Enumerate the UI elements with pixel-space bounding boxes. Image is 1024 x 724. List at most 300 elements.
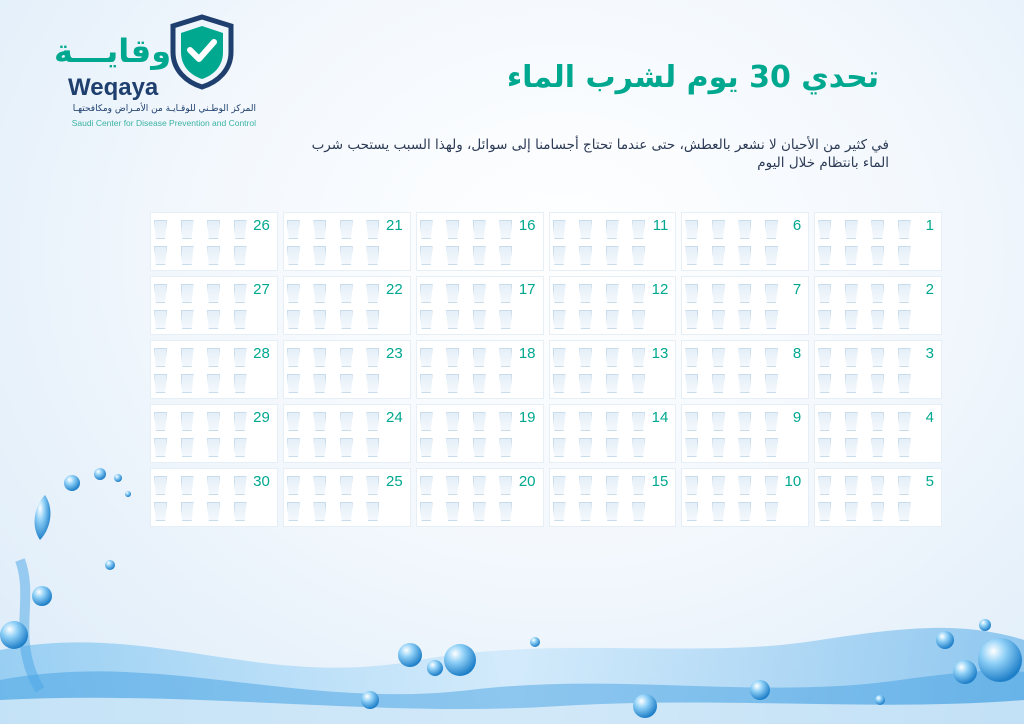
- water-cup-icon[interactable]: [234, 374, 247, 393]
- water-cup-icon[interactable]: [287, 374, 300, 393]
- water-cup-icon[interactable]: [340, 438, 353, 457]
- water-cup-icon[interactable]: [234, 310, 247, 329]
- water-cup-icon[interactable]: [632, 476, 645, 495]
- water-cup-icon[interactable]: [818, 220, 831, 239]
- water-cup-icon[interactable]: [420, 502, 433, 521]
- water-cup-icon[interactable]: [420, 284, 433, 303]
- water-cup-icon[interactable]: [845, 246, 858, 265]
- water-cup-icon[interactable]: [632, 438, 645, 457]
- day-number: 14: [651, 409, 669, 426]
- water-cup-icon[interactable]: [473, 502, 486, 521]
- water-cup-icon[interactable]: [845, 284, 858, 303]
- cups-group: [553, 348, 651, 394]
- water-cup-icon[interactable]: [340, 412, 353, 431]
- water-cup-icon[interactable]: [845, 476, 858, 495]
- water-cup-icon[interactable]: [685, 374, 698, 393]
- water-cup-icon[interactable]: [818, 348, 831, 367]
- water-cup-icon[interactable]: [287, 476, 300, 495]
- day-cell[interactable]: [150, 212, 278, 271]
- water-cup-icon[interactable]: [287, 284, 300, 303]
- water-cup-icon[interactable]: [340, 284, 353, 303]
- water-cup-icon[interactable]: [712, 220, 725, 239]
- water-cup-icon[interactable]: [632, 220, 645, 239]
- day-cell[interactable]: [283, 340, 411, 399]
- water-cup-icon[interactable]: [738, 310, 751, 329]
- water-cup-icon[interactable]: [154, 438, 167, 457]
- water-cup-icon[interactable]: [287, 310, 300, 329]
- day-cell[interactable]: [681, 212, 809, 271]
- water-cup-icon[interactable]: [871, 412, 884, 431]
- water-cup-icon[interactable]: [818, 476, 831, 495]
- day-cell[interactable]: [549, 276, 677, 335]
- cups-group: [818, 220, 916, 266]
- water-cup-icon[interactable]: [579, 412, 592, 431]
- day-number: 29: [253, 409, 270, 426]
- water-cup-icon[interactable]: [898, 476, 911, 495]
- water-cup-icon[interactable]: [499, 476, 512, 495]
- water-cup-icon[interactable]: [181, 348, 194, 367]
- water-cup-icon[interactable]: [553, 310, 566, 329]
- water-cup-icon[interactable]: [606, 284, 619, 303]
- water-cup-icon[interactable]: [207, 284, 220, 303]
- cups-group: [553, 412, 651, 458]
- water-cup-icon[interactable]: [818, 438, 831, 457]
- day-cell[interactable]: [150, 340, 278, 399]
- water-cup-icon[interactable]: [712, 502, 725, 521]
- water-cup-icon[interactable]: [738, 374, 751, 393]
- water-cup-icon[interactable]: [579, 310, 592, 329]
- water-cup-icon[interactable]: [234, 284, 247, 303]
- water-cup-icon[interactable]: [313, 412, 326, 431]
- day-cell[interactable]: [549, 404, 677, 463]
- water-cup-icon[interactable]: [473, 246, 486, 265]
- water-cup-icon[interactable]: [473, 374, 486, 393]
- water-cup-icon[interactable]: [446, 476, 459, 495]
- water-cup-icon[interactable]: [207, 476, 220, 495]
- water-cup-icon[interactable]: [871, 284, 884, 303]
- water-cup-icon[interactable]: [181, 374, 194, 393]
- water-cup-icon[interactable]: [738, 246, 751, 265]
- water-cup-icon[interactable]: [845, 412, 858, 431]
- water-cup-icon[interactable]: [420, 438, 433, 457]
- day-cell[interactable]: [283, 468, 411, 527]
- water-cup-icon[interactable]: [154, 374, 167, 393]
- water-cup-icon[interactable]: [818, 284, 831, 303]
- water-cup-icon[interactable]: [632, 374, 645, 393]
- water-cup-icon[interactable]: [499, 284, 512, 303]
- water-cup-icon[interactable]: [420, 374, 433, 393]
- day-number: 2: [925, 281, 934, 298]
- water-cup-icon[interactable]: [340, 374, 353, 393]
- day-number: 26: [253, 217, 270, 234]
- cups-group: [685, 284, 783, 330]
- water-cup-icon[interactable]: [499, 374, 512, 393]
- water-cup-icon[interactable]: [446, 284, 459, 303]
- day-number: 13: [651, 345, 669, 362]
- water-cup-icon[interactable]: [765, 348, 778, 367]
- day-cell[interactable]: [814, 468, 942, 527]
- water-cup-icon[interactable]: [818, 246, 831, 265]
- water-cup-icon[interactable]: [871, 246, 884, 265]
- water-cup-icon[interactable]: [712, 438, 725, 457]
- water-cup-icon[interactable]: [234, 246, 247, 265]
- day-cell[interactable]: [416, 468, 544, 527]
- water-cup-icon[interactable]: [818, 310, 831, 329]
- water-cup-icon[interactable]: [340, 220, 353, 239]
- water-cup-icon[interactable]: [685, 476, 698, 495]
- water-cup-icon[interactable]: [606, 310, 619, 329]
- water-cup-icon[interactable]: [712, 374, 725, 393]
- cups-group: [287, 348, 385, 394]
- water-cup-icon[interactable]: [420, 476, 433, 495]
- water-cup-icon[interactable]: [685, 502, 698, 521]
- water-cup-icon[interactable]: [154, 310, 167, 329]
- cups-group: [685, 412, 783, 458]
- day-number: 3: [925, 345, 934, 362]
- water-cup-icon[interactable]: [181, 246, 194, 265]
- water-cup-icon[interactable]: [366, 438, 379, 457]
- water-cup-icon[interactable]: [871, 502, 884, 521]
- water-cup-icon[interactable]: [420, 348, 433, 367]
- water-cup-icon[interactable]: [553, 476, 566, 495]
- logo-arabic: وقايـــة: [54, 32, 172, 70]
- water-cup-icon[interactable]: [313, 284, 326, 303]
- water-cup-icon[interactable]: [313, 374, 326, 393]
- water-cup-icon[interactable]: [871, 348, 884, 367]
- water-cup-icon[interactable]: [632, 310, 645, 329]
- water-cup-icon[interactable]: [845, 220, 858, 239]
- water-cup-icon[interactable]: [685, 246, 698, 265]
- water-cup-icon[interactable]: [606, 412, 619, 431]
- water-cup-icon[interactable]: [207, 220, 220, 239]
- water-cup-icon[interactable]: [340, 502, 353, 521]
- day-number: 18: [518, 345, 536, 362]
- cups-group: [154, 348, 252, 394]
- water-cup-icon[interactable]: [606, 246, 619, 265]
- water-cup-icon[interactable]: [473, 310, 486, 329]
- water-cup-icon[interactable]: [234, 502, 247, 521]
- water-cup-icon[interactable]: [553, 284, 566, 303]
- water-cup-icon[interactable]: [632, 412, 645, 431]
- water-cup-icon[interactable]: [181, 310, 194, 329]
- water-cup-icon[interactable]: [579, 502, 592, 521]
- water-cup-icon[interactable]: [473, 220, 486, 239]
- water-cup-icon[interactable]: [765, 438, 778, 457]
- day-cell[interactable]: [681, 276, 809, 335]
- day-cell[interactable]: [150, 468, 278, 527]
- water-cup-icon[interactable]: [632, 246, 645, 265]
- water-cup-icon[interactable]: [712, 348, 725, 367]
- water-cup-icon[interactable]: [154, 284, 167, 303]
- water-cup-icon[interactable]: [366, 412, 379, 431]
- water-cup-icon[interactable]: [366, 310, 379, 329]
- water-cup-icon[interactable]: [553, 412, 566, 431]
- water-cup-icon[interactable]: [553, 348, 566, 367]
- day-cell[interactable]: [416, 340, 544, 399]
- water-cup-icon[interactable]: [234, 348, 247, 367]
- water-cup-icon[interactable]: [898, 502, 911, 521]
- water-cup-icon[interactable]: [287, 348, 300, 367]
- water-cup-icon[interactable]: [154, 412, 167, 431]
- water-cup-icon[interactable]: [553, 220, 566, 239]
- water-cup-icon[interactable]: [898, 220, 911, 239]
- water-cup-icon[interactable]: [898, 284, 911, 303]
- water-cup-icon[interactable]: [366, 220, 379, 239]
- water-cup-icon[interactable]: [845, 502, 858, 521]
- water-cup-icon[interactable]: [765, 220, 778, 239]
- water-cup-icon[interactable]: [579, 220, 592, 239]
- water-cup-icon[interactable]: [366, 374, 379, 393]
- day-cell[interactable]: [150, 404, 278, 463]
- water-cup-icon[interactable]: [181, 284, 194, 303]
- water-cup-icon[interactable]: [366, 348, 379, 367]
- water-cup-icon[interactable]: [606, 476, 619, 495]
- water-cup-icon[interactable]: [207, 374, 220, 393]
- water-cup-icon[interactable]: [154, 220, 167, 239]
- water-cup-icon[interactable]: [340, 246, 353, 265]
- day-number: 15: [651, 473, 669, 490]
- day-number: 28: [253, 345, 270, 362]
- water-cup-icon[interactable]: [606, 348, 619, 367]
- water-cup-icon[interactable]: [579, 438, 592, 457]
- water-cup-icon[interactable]: [553, 246, 566, 265]
- day-number: 10: [784, 473, 802, 490]
- water-cup-icon[interactable]: [553, 502, 566, 521]
- water-cup-icon[interactable]: [287, 412, 300, 431]
- water-cup-icon[interactable]: [898, 246, 911, 265]
- water-cup-icon[interactable]: [765, 476, 778, 495]
- water-cup-icon[interactable]: [287, 438, 300, 457]
- water-cup-icon[interactable]: [845, 438, 858, 457]
- day-cell[interactable]: [416, 212, 544, 271]
- intro-text: في كثير من الأحيان لا نشعر بالعطش، حتى عندما تحتاج أجسامنا إلى سوائل، ولهذا السبب يستحب شرب الماء بانتظام خلال اليوم: [311, 137, 889, 171]
- water-cup-icon[interactable]: [420, 220, 433, 239]
- water-cup-icon[interactable]: [818, 412, 831, 431]
- water-cup-icon[interactable]: [765, 310, 778, 329]
- cups-group: [420, 284, 518, 330]
- water-cup-icon[interactable]: [420, 310, 433, 329]
- water-cup-icon[interactable]: [340, 348, 353, 367]
- water-cup-icon[interactable]: [738, 348, 751, 367]
- water-cup-icon[interactable]: [234, 438, 247, 457]
- day-number: 6: [792, 217, 802, 234]
- water-cup-icon[interactable]: [898, 310, 911, 329]
- water-cup-icon[interactable]: [898, 412, 911, 431]
- water-cup-icon[interactable]: [499, 310, 512, 329]
- water-cup-icon[interactable]: [207, 438, 220, 457]
- water-cup-icon[interactable]: [765, 374, 778, 393]
- water-cup-icon[interactable]: [765, 502, 778, 521]
- water-cup-icon[interactable]: [287, 246, 300, 265]
- water-cup-icon[interactable]: [181, 476, 194, 495]
- water-cup-icon[interactable]: [473, 476, 486, 495]
- water-cup-icon[interactable]: [181, 438, 194, 457]
- water-cup-icon[interactable]: [234, 412, 247, 431]
- water-cup-icon[interactable]: [366, 246, 379, 265]
- water-cup-icon[interactable]: [366, 284, 379, 303]
- water-cup-icon[interactable]: [340, 310, 353, 329]
- water-cup-icon[interactable]: [366, 502, 379, 521]
- water-cup-icon[interactable]: [738, 502, 751, 521]
- water-cup-icon[interactable]: [234, 476, 247, 495]
- cups-group: [154, 220, 252, 266]
- water-cup-icon[interactable]: [765, 246, 778, 265]
- water-cup-icon[interactable]: [632, 502, 645, 521]
- water-cup-icon[interactable]: [207, 310, 220, 329]
- water-cup-icon[interactable]: [181, 220, 194, 239]
- water-cup-icon[interactable]: [738, 476, 751, 495]
- water-cup-icon[interactable]: [154, 246, 167, 265]
- day-cell[interactable]: [681, 404, 809, 463]
- water-cup-icon[interactable]: [738, 220, 751, 239]
- water-cup-icon[interactable]: [818, 502, 831, 521]
- water-cup-icon[interactable]: [765, 284, 778, 303]
- water-cup-icon[interactable]: [446, 412, 459, 431]
- day-cell[interactable]: [814, 212, 942, 271]
- water-cup-icon[interactable]: [473, 284, 486, 303]
- day-cell[interactable]: [681, 468, 809, 527]
- day-cell[interactable]: [416, 404, 544, 463]
- water-cup-icon[interactable]: [313, 246, 326, 265]
- water-cup-icon[interactable]: [871, 476, 884, 495]
- water-cup-icon[interactable]: [579, 374, 592, 393]
- water-cup-icon[interactable]: [499, 246, 512, 265]
- water-cup-icon[interactable]: [473, 412, 486, 431]
- water-cup-icon[interactable]: [845, 310, 858, 329]
- water-cup-icon[interactable]: [632, 348, 645, 367]
- day-cell[interactable]: [283, 404, 411, 463]
- water-cup-icon[interactable]: [738, 438, 751, 457]
- water-cup-icon[interactable]: [845, 374, 858, 393]
- water-cup-icon[interactable]: [685, 438, 698, 457]
- day-cell[interactable]: [549, 468, 677, 527]
- water-cup-icon[interactable]: [207, 348, 220, 367]
- water-cup-icon[interactable]: [579, 476, 592, 495]
- water-cup-icon[interactable]: [712, 246, 725, 265]
- water-cup-icon[interactable]: [446, 246, 459, 265]
- water-cup-icon[interactable]: [685, 220, 698, 239]
- day-cell[interactable]: [416, 276, 544, 335]
- water-cup-icon[interactable]: [313, 438, 326, 457]
- water-cup-icon[interactable]: [685, 284, 698, 303]
- water-cup-icon[interactable]: [712, 310, 725, 329]
- water-cup-icon[interactable]: [181, 502, 194, 521]
- water-cup-icon[interactable]: [499, 220, 512, 239]
- water-cup-icon[interactable]: [313, 220, 326, 239]
- logo: [18, 14, 263, 128]
- water-cup-icon[interactable]: [181, 412, 194, 431]
- water-cup-icon[interactable]: [818, 374, 831, 393]
- day-cell[interactable]: [814, 404, 942, 463]
- water-cup-icon[interactable]: [473, 438, 486, 457]
- cups-group: [154, 476, 252, 522]
- water-cup-icon[interactable]: [712, 284, 725, 303]
- water-cup-icon[interactable]: [632, 284, 645, 303]
- day-cell[interactable]: [283, 276, 411, 335]
- day-cell[interactable]: [681, 340, 809, 399]
- water-cup-icon[interactable]: [553, 374, 566, 393]
- water-cup-icon[interactable]: [499, 412, 512, 431]
- water-cup-icon[interactable]: [738, 412, 751, 431]
- water-cup-icon[interactable]: [738, 284, 751, 303]
- water-cup-icon[interactable]: [685, 310, 698, 329]
- water-cup-icon[interactable]: [154, 476, 167, 495]
- water-cup-icon[interactable]: [898, 348, 911, 367]
- water-cup-icon[interactable]: [898, 438, 911, 457]
- challenge-grid: [150, 212, 942, 527]
- water-cup-icon[interactable]: [446, 348, 459, 367]
- water-cup-icon[interactable]: [898, 374, 911, 393]
- water-cup-icon[interactable]: [473, 348, 486, 367]
- water-cup-icon[interactable]: [234, 220, 247, 239]
- water-cup-icon[interactable]: [207, 502, 220, 521]
- water-cup-icon[interactable]: [499, 502, 512, 521]
- water-cup-icon[interactable]: [446, 438, 459, 457]
- day-number: 4: [925, 409, 934, 426]
- day-cell[interactable]: [150, 276, 278, 335]
- water-cup-icon[interactable]: [553, 438, 566, 457]
- water-cup-icon[interactable]: [154, 502, 167, 521]
- water-cup-icon[interactable]: [154, 348, 167, 367]
- water-cup-icon[interactable]: [207, 412, 220, 431]
- water-cup-icon[interactable]: [606, 438, 619, 457]
- water-cup-icon[interactable]: [446, 310, 459, 329]
- day-number: 9: [792, 409, 802, 426]
- water-cup-icon[interactable]: [313, 476, 326, 495]
- water-cup-icon[interactable]: [207, 246, 220, 265]
- day-cell[interactable]: [549, 340, 677, 399]
- page-title: تحدي 30 يوم لشرب الماء: [506, 60, 879, 95]
- cups-group: [420, 412, 518, 458]
- water-cup-icon[interactable]: [871, 438, 884, 457]
- water-cup-icon[interactable]: [712, 412, 725, 431]
- water-cup-icon[interactable]: [287, 502, 300, 521]
- water-cup-icon[interactable]: [366, 476, 379, 495]
- water-cup-icon[interactable]: [446, 502, 459, 521]
- water-cup-icon[interactable]: [712, 476, 725, 495]
- water-cup-icon[interactable]: [499, 438, 512, 457]
- cups-group: [818, 348, 916, 394]
- water-cup-icon[interactable]: [871, 374, 884, 393]
- water-cup-icon[interactable]: [579, 284, 592, 303]
- water-cup-icon[interactable]: [499, 348, 512, 367]
- day-cell[interactable]: [814, 276, 942, 335]
- day-cell[interactable]: [814, 340, 942, 399]
- water-cup-icon[interactable]: [340, 476, 353, 495]
- water-cup-icon[interactable]: [313, 502, 326, 521]
- water-cup-icon[interactable]: [685, 412, 698, 431]
- water-cup-icon[interactable]: [446, 220, 459, 239]
- water-cup-icon[interactable]: [871, 220, 884, 239]
- water-cup-icon[interactable]: [765, 412, 778, 431]
- water-cup-icon[interactable]: [606, 374, 619, 393]
- water-cup-icon[interactable]: [287, 220, 300, 239]
- water-cup-icon[interactable]: [606, 502, 619, 521]
- water-cup-icon[interactable]: [446, 374, 459, 393]
- water-cup-icon[interactable]: [606, 220, 619, 239]
- water-cup-icon[interactable]: [420, 412, 433, 431]
- water-cup-icon[interactable]: [420, 246, 433, 265]
- water-cup-icon[interactable]: [313, 310, 326, 329]
- day-cell[interactable]: [283, 212, 411, 271]
- water-cup-icon[interactable]: [685, 348, 698, 367]
- water-cup-icon[interactable]: [313, 348, 326, 367]
- water-cup-icon[interactable]: [871, 310, 884, 329]
- water-cup-icon[interactable]: [845, 348, 858, 367]
- water-cup-icon[interactable]: [579, 348, 592, 367]
- day-cell[interactable]: [549, 212, 677, 271]
- water-cup-icon[interactable]: [579, 246, 592, 265]
